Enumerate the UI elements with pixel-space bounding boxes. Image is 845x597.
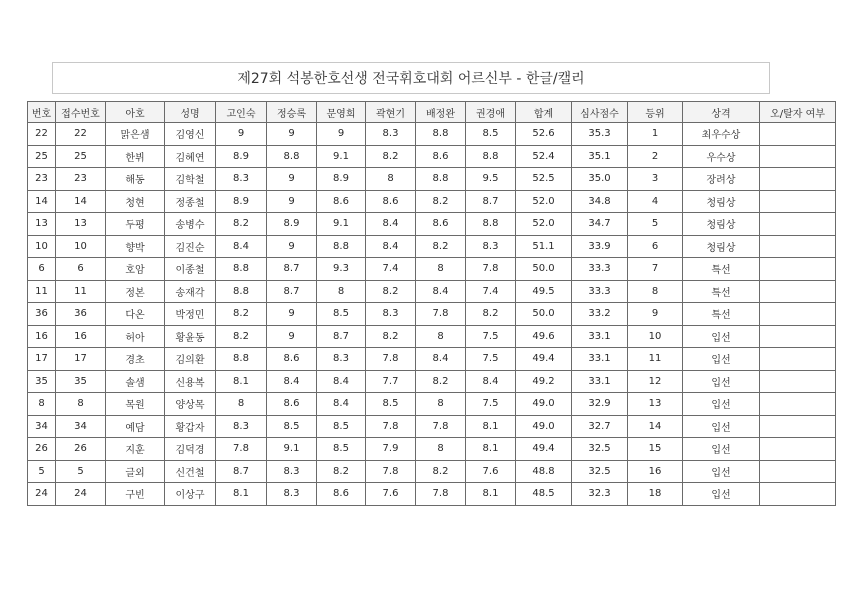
table-cell: 8.7 — [317, 325, 366, 348]
table-cell: 10 — [28, 235, 56, 258]
table-row — [28, 145, 836, 168]
table-cell: 36 — [28, 303, 56, 326]
table-cell: 향박 — [106, 235, 165, 258]
table-cell — [760, 483, 836, 506]
table-row — [28, 213, 836, 236]
table-cell: 8.2 — [216, 325, 267, 348]
table-cell: 23 — [56, 168, 106, 191]
table-row — [28, 348, 836, 371]
column-header: 심사점수 — [572, 102, 628, 123]
table-cell — [760, 235, 836, 258]
table-cell: 9 — [216, 123, 267, 146]
table-cell: 8 — [416, 325, 466, 348]
table-cell — [760, 258, 836, 281]
table-cell — [760, 325, 836, 348]
table-cell: 송재각 — [165, 280, 216, 303]
table-cell: 15 — [628, 438, 683, 461]
table-cell: 8.4 — [216, 235, 267, 258]
table-cell: 9.1 — [317, 213, 366, 236]
table-cell: 8.5 — [317, 438, 366, 461]
table-cell: 송병수 — [165, 213, 216, 236]
table-cell: 김영신 — [165, 123, 216, 146]
table-cell: 입선 — [683, 393, 760, 416]
table-cell: 10 — [628, 325, 683, 348]
table-cell: 14 — [56, 190, 106, 213]
table-cell: 9.1 — [317, 145, 366, 168]
table-cell: 49.4 — [516, 348, 572, 371]
table-cell: 49.2 — [516, 370, 572, 393]
table-cell: 8.8 — [216, 258, 267, 281]
table-cell: 50.0 — [516, 303, 572, 326]
table-cell: 김진순 — [165, 235, 216, 258]
table-cell: 7.8 — [366, 460, 416, 483]
table-cell: 8.3 — [366, 123, 416, 146]
table-cell: 26 — [56, 438, 106, 461]
table-cell: 52.5 — [516, 168, 572, 191]
column-header: 권경애 — [466, 102, 516, 123]
table-cell: 52.6 — [516, 123, 572, 146]
table-cell: 8.5 — [366, 393, 416, 416]
table-cell: 36 — [56, 303, 106, 326]
table-cell: 16 — [28, 325, 56, 348]
table-cell: 7.9 — [366, 438, 416, 461]
table-cell: 16 — [56, 325, 106, 348]
table-cell: 49.6 — [516, 325, 572, 348]
table-cell: 8.9 — [216, 145, 267, 168]
table-cell: 8.6 — [317, 190, 366, 213]
table-row — [28, 415, 836, 438]
table-cell: 8.1 — [466, 415, 516, 438]
table-cell: 5 — [56, 460, 106, 483]
table-cell: 입선 — [683, 325, 760, 348]
table-cell: 이종철 — [165, 258, 216, 281]
table-cell: 7 — [628, 258, 683, 281]
table-cell: 8 — [416, 438, 466, 461]
table-cell: 8.4 — [317, 370, 366, 393]
table-cell — [760, 393, 836, 416]
table-cell: 8.1 — [466, 483, 516, 506]
table-cell: 경초 — [106, 348, 165, 371]
table-cell: 8.2 — [416, 460, 466, 483]
table-cell: 8.8 — [216, 348, 267, 371]
table-cell: 17 — [28, 348, 56, 371]
table-cell: 특선 — [683, 258, 760, 281]
table-cell: 8 — [628, 280, 683, 303]
table-row — [28, 123, 836, 146]
table-cell: 23 — [28, 168, 56, 191]
table-cell: 14 — [628, 415, 683, 438]
table-row — [28, 303, 836, 326]
table-cell: 정본 — [106, 280, 165, 303]
table-cell: 8.2 — [466, 303, 516, 326]
table-cell: 청림상 — [683, 190, 760, 213]
table-cell: 박정민 — [165, 303, 216, 326]
table-row — [28, 190, 836, 213]
table-cell: 구빈 — [106, 483, 165, 506]
table-cell: 13 — [628, 393, 683, 416]
table-cell: 9 — [267, 303, 317, 326]
table-cell: 33.1 — [572, 348, 628, 371]
table-cell: 33.2 — [572, 303, 628, 326]
table-cell: 입선 — [683, 460, 760, 483]
table-cell — [760, 280, 836, 303]
table-cell: 17 — [56, 348, 106, 371]
table-cell: 48.5 — [516, 483, 572, 506]
table-cell: 16 — [628, 460, 683, 483]
table-cell — [760, 370, 836, 393]
table-row — [28, 325, 836, 348]
table-cell: 35.0 — [572, 168, 628, 191]
table-cell — [760, 190, 836, 213]
table-cell: 입선 — [683, 415, 760, 438]
table-cell: 7.5 — [466, 325, 516, 348]
table-cell: 지훈 — [106, 438, 165, 461]
table-cell: 8.8 — [466, 213, 516, 236]
table-cell: 8.2 — [216, 303, 267, 326]
table-cell: 32.5 — [572, 460, 628, 483]
table-cell: 26 — [28, 438, 56, 461]
table-cell: 32.7 — [572, 415, 628, 438]
table-cell: 청림상 — [683, 213, 760, 236]
table-row — [28, 483, 836, 506]
table-cell: 7.4 — [466, 280, 516, 303]
table-cell: 김학철 — [165, 168, 216, 191]
table-cell: 49.0 — [516, 415, 572, 438]
table-cell: 8.9 — [216, 190, 267, 213]
results-table — [27, 101, 836, 506]
table-cell: 우수상 — [683, 145, 760, 168]
table-cell: 8.4 — [366, 235, 416, 258]
table-cell — [760, 415, 836, 438]
table-row — [28, 168, 836, 191]
table-cell: 8.5 — [267, 415, 317, 438]
table-cell: 입선 — [683, 438, 760, 461]
column-header: 성명 — [165, 102, 216, 123]
column-header: 등위 — [628, 102, 683, 123]
table-cell: 특선 — [683, 280, 760, 303]
table-cell: 8.3 — [216, 168, 267, 191]
table-cell: 13 — [28, 213, 56, 236]
table-cell: 8.2 — [416, 235, 466, 258]
table-cell: 8.2 — [416, 370, 466, 393]
table-cell: 허아 — [106, 325, 165, 348]
table-cell: 33.3 — [572, 280, 628, 303]
table-cell: 맑은샘 — [106, 123, 165, 146]
table-cell: 35.1 — [572, 145, 628, 168]
table-cell: 35 — [56, 370, 106, 393]
table-cell: 8.8 — [317, 235, 366, 258]
table-row — [28, 438, 836, 461]
table-cell: 8.4 — [267, 370, 317, 393]
table-cell: 8.8 — [216, 280, 267, 303]
table-cell: 8.2 — [366, 145, 416, 168]
table-cell: 8.7 — [267, 258, 317, 281]
table-cell: 8.6 — [267, 348, 317, 371]
table-cell: 9 — [267, 235, 317, 258]
table-cell: 한뷔 — [106, 145, 165, 168]
table-cell: 신용복 — [165, 370, 216, 393]
table-cell: 50.0 — [516, 258, 572, 281]
table-cell: 22 — [28, 123, 56, 146]
table-cell: 8 — [366, 168, 416, 191]
table-cell: 7.8 — [416, 415, 466, 438]
table-cell: 8.2 — [216, 213, 267, 236]
table-cell: 글외 — [106, 460, 165, 483]
table-cell — [760, 213, 836, 236]
table-cell: 49.0 — [516, 393, 572, 416]
table-cell: 5 — [628, 213, 683, 236]
table-cell: 8.6 — [267, 393, 317, 416]
table-cell: 8 — [416, 258, 466, 281]
table-cell: 김덕경 — [165, 438, 216, 461]
table-cell: 8.8 — [416, 168, 466, 191]
table-cell: 이상구 — [165, 483, 216, 506]
table-cell: 8.1 — [216, 370, 267, 393]
table-cell: 49.5 — [516, 280, 572, 303]
column-header: 배정완 — [416, 102, 466, 123]
table-cell: 32.9 — [572, 393, 628, 416]
table-cell: 8.4 — [366, 213, 416, 236]
table-cell: 양상목 — [165, 393, 216, 416]
column-header: 번호 — [28, 102, 56, 123]
table-row — [28, 280, 836, 303]
table-cell: 33.1 — [572, 370, 628, 393]
table-cell: 9 — [628, 303, 683, 326]
column-header: 상격 — [683, 102, 760, 123]
table-cell: 9 — [317, 123, 366, 146]
table-cell: 51.1 — [516, 235, 572, 258]
table-cell: 25 — [28, 145, 56, 168]
table-cell: 33.9 — [572, 235, 628, 258]
table-cell: 33.3 — [572, 258, 628, 281]
table-cell: 8.8 — [416, 123, 466, 146]
table-cell — [760, 145, 836, 168]
table-cell: 해동 — [106, 168, 165, 191]
table-cell: 18 — [628, 483, 683, 506]
table-cell: 김의환 — [165, 348, 216, 371]
table-cell: 8.4 — [416, 280, 466, 303]
table-cell: 청림상 — [683, 235, 760, 258]
table-cell: 13 — [56, 213, 106, 236]
table-cell: 7.7 — [366, 370, 416, 393]
table-cell: 두평 — [106, 213, 165, 236]
table-cell: 목원 — [106, 393, 165, 416]
table-cell: 33.1 — [572, 325, 628, 348]
table-cell: 7.8 — [216, 438, 267, 461]
table-cell: 7.6 — [466, 460, 516, 483]
table-cell: 34 — [28, 415, 56, 438]
table-cell: 22 — [56, 123, 106, 146]
column-header: 고인숙 — [216, 102, 267, 123]
table-cell: 7.8 — [416, 483, 466, 506]
table-cell: 24 — [56, 483, 106, 506]
table-cell: 8.2 — [416, 190, 466, 213]
table-cell: 정종철 — [165, 190, 216, 213]
table-cell: 8.9 — [267, 213, 317, 236]
table-cell: 2 — [628, 145, 683, 168]
table-cell: 6 — [56, 258, 106, 281]
table-cell: 8.7 — [466, 190, 516, 213]
table-cell: 7.5 — [466, 348, 516, 371]
table-row — [28, 460, 836, 483]
table-cell: 예담 — [106, 415, 165, 438]
table-cell: 8.7 — [216, 460, 267, 483]
table-cell: 8.8 — [466, 145, 516, 168]
table-cell: 호암 — [106, 258, 165, 281]
table-cell — [760, 438, 836, 461]
table-cell: 입선 — [683, 483, 760, 506]
table-cell: 8 — [28, 393, 56, 416]
table-cell: 34 — [56, 415, 106, 438]
table-cell: 8 — [317, 280, 366, 303]
table-cell: 8.5 — [317, 303, 366, 326]
table-cell: 11 — [628, 348, 683, 371]
table-cell: 52.0 — [516, 190, 572, 213]
table-cell: 황윤동 — [165, 325, 216, 348]
page-title-text: 제27회 석봉한호선생 전국휘호대회 어르신부 - 한글/캘리 — [237, 71, 585, 87]
table-cell: 신건철 — [165, 460, 216, 483]
table-cell: 8.3 — [466, 235, 516, 258]
table-cell: 24 — [28, 483, 56, 506]
table-cell: 황갑자 — [165, 415, 216, 438]
table-cell: 8.4 — [416, 348, 466, 371]
table-cell: 8.3 — [366, 303, 416, 326]
table-cell: 8.5 — [466, 123, 516, 146]
table-cell: 8 — [416, 393, 466, 416]
table-cell: 11 — [28, 280, 56, 303]
table-cell: 4 — [628, 190, 683, 213]
table-cell: 8.1 — [466, 438, 516, 461]
table-cell: 9 — [267, 123, 317, 146]
column-header: 곽현기 — [366, 102, 416, 123]
table-cell: 장려상 — [683, 168, 760, 191]
table-cell: 솔샘 — [106, 370, 165, 393]
table-cell: 5 — [28, 460, 56, 483]
table-cell: 8.3 — [216, 415, 267, 438]
table-cell: 7.6 — [366, 483, 416, 506]
table-cell: 8.3 — [267, 460, 317, 483]
table-cell: 6 — [628, 235, 683, 258]
table-cell: 8.6 — [416, 145, 466, 168]
table-cell: 7.8 — [366, 415, 416, 438]
table-cell: 9.3 — [317, 258, 366, 281]
table-header — [28, 102, 836, 123]
table-cell: 9.1 — [267, 438, 317, 461]
table-cell: 8.8 — [267, 145, 317, 168]
header-row — [28, 102, 836, 123]
table-cell: 48.8 — [516, 460, 572, 483]
table-cell: 6 — [28, 258, 56, 281]
column-header: 접수번호 — [56, 102, 106, 123]
table-cell: 입선 — [683, 370, 760, 393]
table-cell — [760, 460, 836, 483]
table-cell: 7.8 — [466, 258, 516, 281]
table-cell: 8 — [216, 393, 267, 416]
column-header: 오/탈자 여부 — [760, 102, 836, 123]
table-cell: 8.5 — [317, 415, 366, 438]
table-cell: 7.8 — [416, 303, 466, 326]
table-cell: 49.4 — [516, 438, 572, 461]
table-cell: 특선 — [683, 303, 760, 326]
table-cell: 7.5 — [466, 393, 516, 416]
table-cell: 8.2 — [366, 280, 416, 303]
column-header: 아호 — [106, 102, 165, 123]
table-cell: 34.7 — [572, 213, 628, 236]
table-cell: 8 — [56, 393, 106, 416]
table-row — [28, 258, 836, 281]
table-body — [28, 123, 836, 506]
table-cell: 14 — [28, 190, 56, 213]
table-row — [28, 393, 836, 416]
table-cell: 8.3 — [317, 348, 366, 371]
table-cell: 9.5 — [466, 168, 516, 191]
table-cell: 11 — [56, 280, 106, 303]
table-cell: 8.6 — [416, 213, 466, 236]
table-cell: 35.3 — [572, 123, 628, 146]
table-cell: 1 — [628, 123, 683, 146]
table-cell: 8.3 — [267, 483, 317, 506]
table-cell: 32.3 — [572, 483, 628, 506]
table-cell — [760, 168, 836, 191]
table-cell: 10 — [56, 235, 106, 258]
table-cell: 52.4 — [516, 145, 572, 168]
table-cell: 9 — [267, 325, 317, 348]
table-cell: 8.6 — [317, 483, 366, 506]
column-header: 문영희 — [317, 102, 366, 123]
table-row — [28, 370, 836, 393]
table-cell: 8.1 — [216, 483, 267, 506]
column-header: 정승록 — [267, 102, 317, 123]
table-cell: 52.0 — [516, 213, 572, 236]
table-row — [28, 235, 836, 258]
table-cell: 8.6 — [366, 190, 416, 213]
table-cell: 9 — [267, 190, 317, 213]
table-cell: 34.8 — [572, 190, 628, 213]
table-cell: 7.8 — [366, 348, 416, 371]
table-cell: 3 — [628, 168, 683, 191]
table-cell: 다온 — [106, 303, 165, 326]
table-cell: 25 — [56, 145, 106, 168]
column-header: 합계 — [516, 102, 572, 123]
table-cell — [760, 303, 836, 326]
table-cell: 8.2 — [366, 325, 416, 348]
table-cell: 8.9 — [317, 168, 366, 191]
table-cell: 12 — [628, 370, 683, 393]
table-cell: 최우수상 — [683, 123, 760, 146]
table-cell: 8.4 — [317, 393, 366, 416]
table-cell: 35 — [28, 370, 56, 393]
table-cell: 8.7 — [267, 280, 317, 303]
table-cell: 32.5 — [572, 438, 628, 461]
table-cell: 청현 — [106, 190, 165, 213]
table-cell: 8.4 — [466, 370, 516, 393]
table-cell — [760, 123, 836, 146]
table-cell: 9 — [267, 168, 317, 191]
table-cell: 입선 — [683, 348, 760, 371]
table-cell: 김혜연 — [165, 145, 216, 168]
page-title — [52, 62, 770, 94]
table-cell — [760, 348, 836, 371]
table-cell: 7.4 — [366, 258, 416, 281]
table-cell: 8.2 — [317, 460, 366, 483]
